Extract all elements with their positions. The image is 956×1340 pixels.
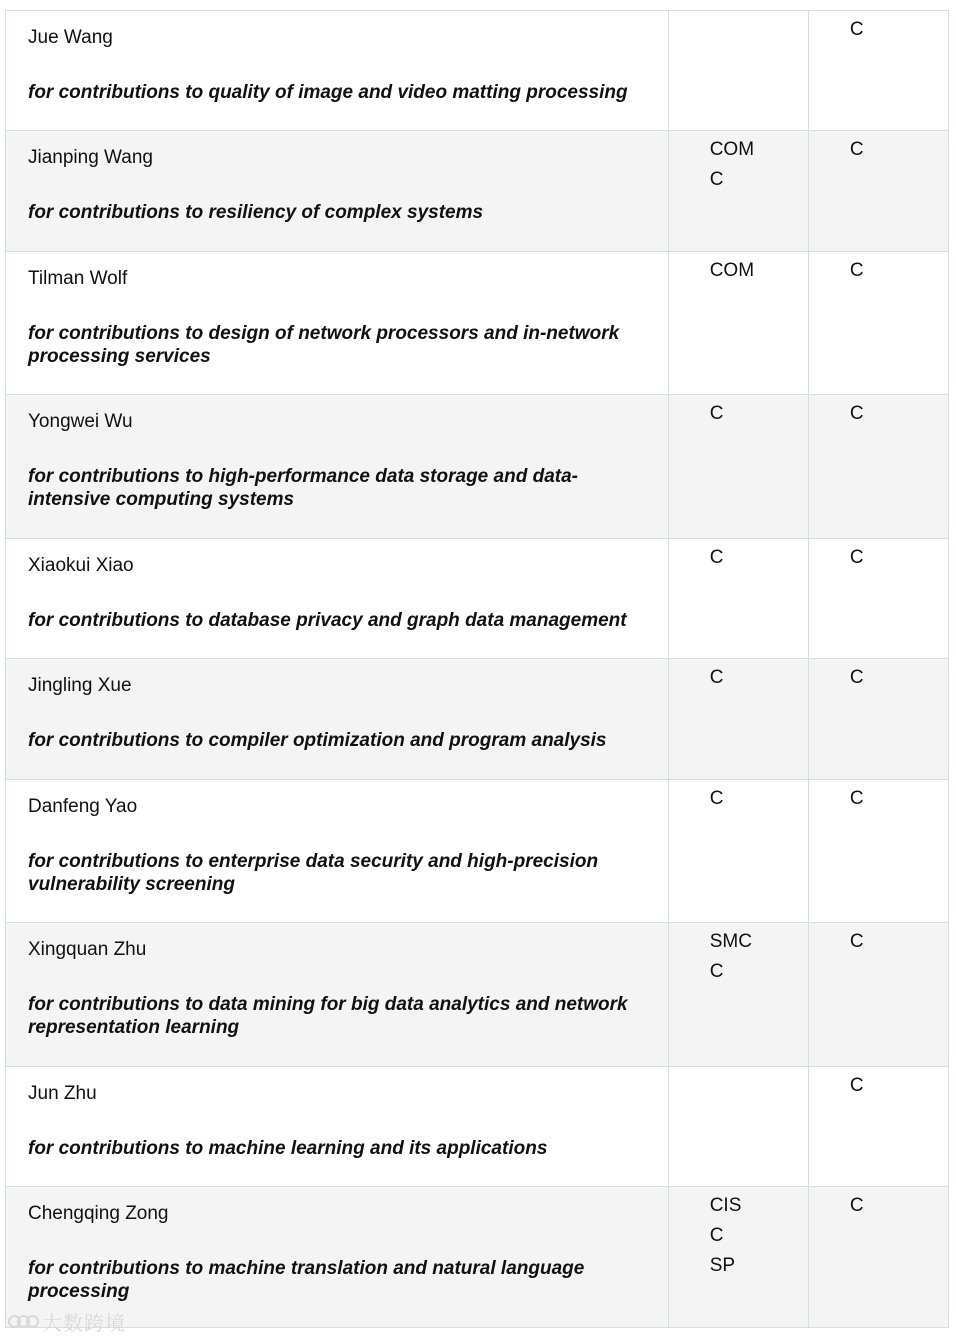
society-code: SP — [709, 1255, 736, 1276]
fellow-citation: for contributions to data mining for big data analytics and network representation learning — [28, 994, 628, 1038]
grade-code: C — [849, 547, 864, 568]
society-code: C — [709, 667, 724, 688]
grade-cell — [808, 131, 948, 252]
society-cell — [668, 923, 808, 1067]
grade-code: C — [849, 19, 864, 40]
fellow-cell — [6, 923, 669, 1067]
society-code: C — [709, 1225, 724, 1246]
grade-cell — [808, 659, 948, 780]
society-code: C — [709, 788, 724, 809]
watermark-text: 大数跨境 — [42, 1310, 126, 1335]
table-row — [6, 131, 949, 252]
society-cell — [668, 131, 808, 252]
fellow-name: Chengqing Zong — [28, 1203, 169, 1224]
society-cell — [668, 1187, 808, 1328]
fellow-name: Jun Zhu — [28, 1083, 97, 1104]
society-code: COM — [709, 260, 755, 281]
fellow-name: Jianping Wang — [28, 147, 153, 168]
table-row — [6, 1067, 949, 1187]
society-code: C — [709, 403, 724, 424]
fellow-name: Danfeng Yao — [28, 796, 138, 817]
fellow-citation: for contributions to resiliency of complex systems — [28, 202, 484, 223]
circles-logo-icon — [8, 1312, 38, 1330]
fellow-cell — [6, 539, 669, 659]
grade-code: C — [849, 260, 864, 281]
grade-code: C — [849, 931, 864, 952]
society-cell — [668, 539, 808, 659]
grade-cell — [808, 1067, 948, 1187]
watermark — [8, 1308, 126, 1334]
society-code: COM — [709, 139, 755, 160]
fellow-citation: for contributions to enterprise data security and high-precision vulnerability screening — [28, 851, 599, 895]
grade-code: C — [849, 139, 864, 160]
table-row — [6, 780, 949, 923]
society-code: CIS — [709, 1195, 742, 1216]
table-row — [6, 1187, 949, 1328]
fellow-name: Yongwei Wu — [28, 411, 133, 432]
fellows-table-body — [6, 11, 949, 1328]
fellow-citation: for contributions to database privacy and graph data management — [28, 610, 627, 631]
table-row — [6, 659, 949, 780]
fellow-citation: for contributions to quality of image and video matting processing — [28, 82, 628, 103]
society-cell — [668, 780, 808, 923]
grade-cell — [808, 395, 948, 539]
society-cell — [668, 252, 808, 395]
fellow-cell — [6, 252, 669, 395]
grade-code: C — [849, 1195, 864, 1216]
fellow-cell — [6, 131, 669, 252]
fellow-citation: for contributions to high-performance data storage and data-intensive computing systems — [28, 466, 578, 510]
fellow-name: Xiaokui Xiao — [28, 555, 134, 576]
society-code: C — [709, 169, 724, 190]
grade-cell — [808, 11, 948, 131]
fellow-cell — [6, 11, 669, 131]
table-row — [6, 539, 949, 659]
table-row — [6, 11, 949, 131]
fellow-citation: for contributions to compiler optimization and program analysis — [28, 730, 607, 751]
fellow-cell — [6, 780, 669, 923]
fellow-name: Jue Wang — [28, 27, 113, 48]
fellow-name: Xingquan Zhu — [28, 939, 147, 960]
fellow-cell — [6, 395, 669, 539]
society-cell — [668, 659, 808, 780]
table-row — [6, 923, 949, 1067]
fellow-cell — [6, 1067, 669, 1187]
grade-cell — [808, 1187, 948, 1328]
grade-cell — [808, 539, 948, 659]
grade-cell — [808, 252, 948, 395]
society-cell — [668, 395, 808, 539]
grade-cell — [808, 923, 948, 1067]
society-cell — [668, 11, 808, 131]
fellow-name: Tilman Wolf — [28, 268, 128, 289]
society-cell — [668, 1067, 808, 1187]
grade-code: C — [849, 403, 864, 424]
fellow-name: Jingling Xue — [28, 675, 132, 696]
fellows-table — [5, 10, 949, 1328]
table-row — [6, 395, 949, 539]
fellow-cell — [6, 659, 669, 780]
grade-cell — [808, 780, 948, 923]
fellow-citation: for contributions to design of network processors and in-network processing services — [28, 323, 620, 367]
society-code: C — [709, 547, 724, 568]
society-code: C — [709, 961, 724, 982]
fellow-citation: for contributions to machine learning and its applications — [28, 1138, 548, 1159]
society-code: SMC — [709, 931, 752, 952]
grade-code: C — [849, 667, 864, 688]
grade-code: C — [849, 788, 864, 809]
grade-code: C — [849, 1075, 864, 1096]
table-row — [6, 252, 949, 395]
fellow-citation: for contributions to machine translation and natural language processing — [28, 1258, 585, 1302]
